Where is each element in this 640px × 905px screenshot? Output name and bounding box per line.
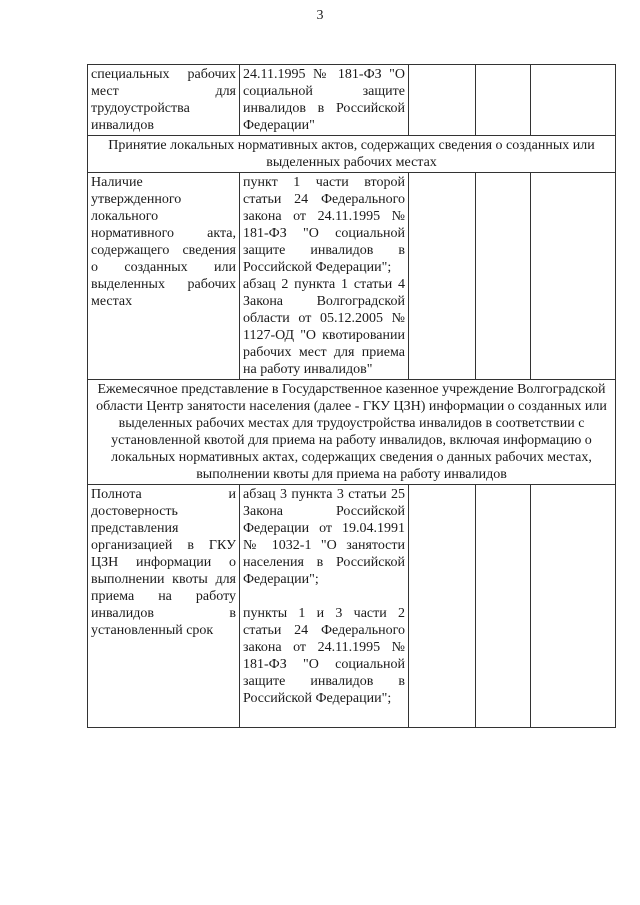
section-heading: Принятие локальных нормативных актов, содержащих сведения о созданных или выделенных рабочих местах — [88, 136, 616, 173]
norms-cell — [240, 485, 409, 728]
requirement-text: Полнота и достоверность представления организацией в ГКУ ЦЗН информации о выполнении квоты для приема на работу инвалидов в установленный срок — [91, 487, 236, 638]
norm-reference: абзац 3 пункта 3 статьи 25 Закона Российской Федерации от 19.04.1991 № 1032-1 "О занятости населения в Российской Федерации"; — [243, 487, 405, 587]
spacer — [243, 588, 405, 605]
table-row — [88, 485, 616, 728]
table-row — [88, 65, 616, 136]
empty-cell — [531, 65, 616, 136]
requirement-cell — [88, 485, 240, 728]
empty-cell — [409, 485, 476, 728]
norm-reference: абзац 2 пункта 1 статьи 4 Закона Волгоградской области от 05.12.2005 № 1127-ОД "О квотировании рабочих мест для приема на работу инвалидов" — [243, 277, 405, 377]
empty-cell — [531, 485, 616, 728]
norm-reference: пункты 1 и 3 части 2 статьи 24 Федерального закона от 24.11.1995 № 181-ФЗ "О социальной защите инвалидов в Российской Федерации"; — [243, 606, 405, 706]
requirement-text: Наличие утвержденного локального нормативного акта, содержащего сведения о созданных или выделенных рабочих местах — [91, 175, 236, 309]
empty-cell — [531, 173, 616, 380]
norm-reference: пункт 1 части второй статьи 24 Федерального закона от 24.11.1995 № 181-ФЗ "О социальной защите инвалидов в Российской Федерации"; — [243, 175, 405, 275]
section-heading: Ежемесячное представление в Государственное казенное учреждение Волгоградской области Центр занятости населения (далее - ГКУ ЦЗН) информации о созданных или выделенных рабочих местах для трудоустройства инвалидов в соответствии с установленной квотой для приема на работу инвалидов, включая информацию о локальных нормативных актах, содержащих сведения о данных рабочих местах, выполнении квоты для приема на работу инвалидов — [88, 380, 616, 485]
section-row — [88, 380, 616, 485]
section-row — [88, 136, 616, 173]
empty-cell — [476, 485, 531, 728]
norm-reference: 24.11.1995 № 181-ФЗ "О социальной защите инвалидов в Российской Федерации" — [243, 67, 405, 133]
requirement-text: специальных рабочих мест для трудоустройства инвалидов — [91, 67, 236, 133]
empty-cell — [476, 173, 531, 380]
empty-cell — [476, 65, 531, 136]
requirement-cell — [88, 173, 240, 380]
norms-cell — [240, 173, 409, 380]
norms-cell — [240, 65, 409, 136]
requirements-table — [87, 64, 616, 728]
page-number: 3 — [316, 8, 324, 23]
table-row — [88, 173, 616, 380]
empty-cell — [409, 173, 476, 380]
requirement-cell — [88, 65, 240, 136]
empty-cell — [409, 65, 476, 136]
